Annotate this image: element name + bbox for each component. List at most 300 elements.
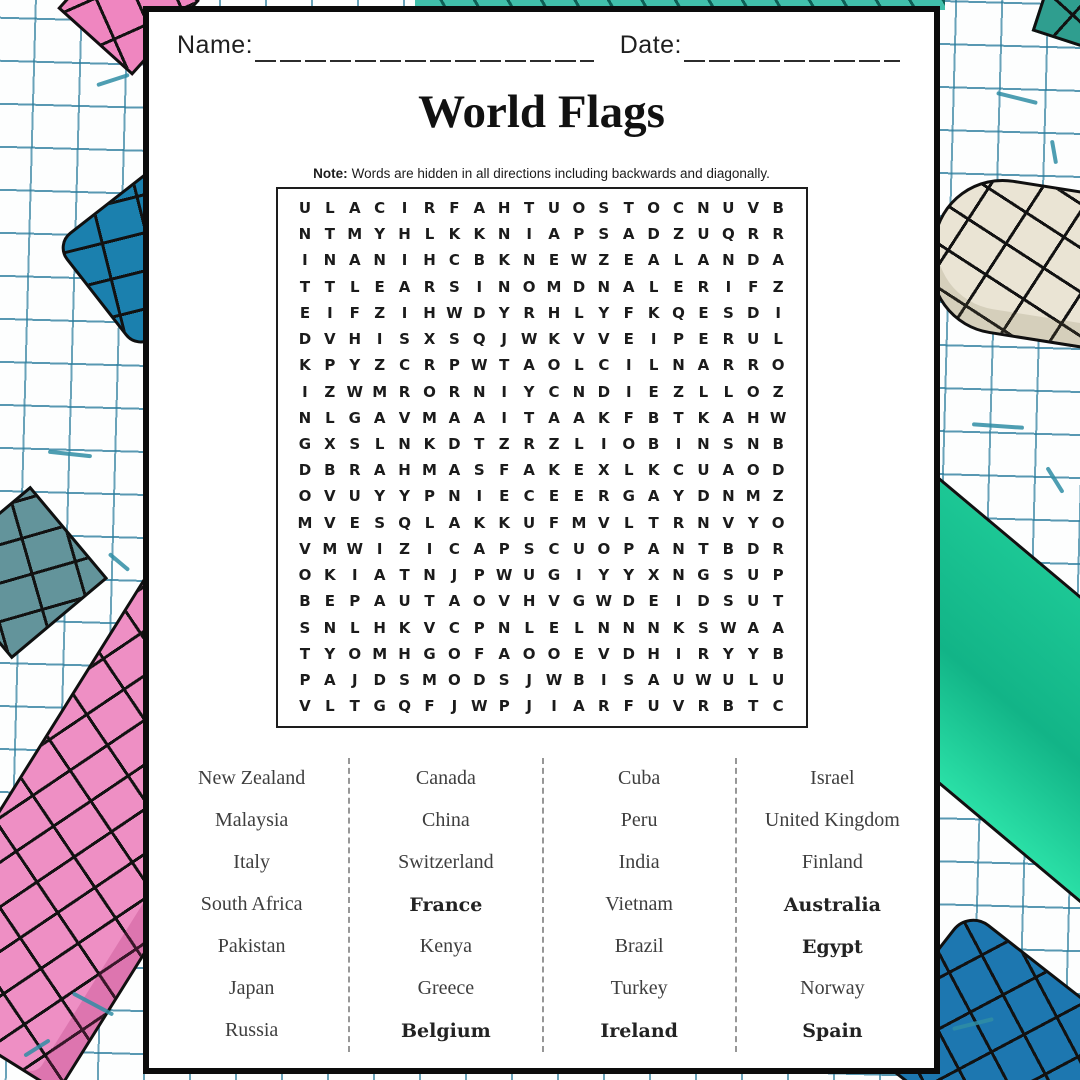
grid-row xyxy=(293,356,791,374)
grid-letter: W xyxy=(720,618,737,637)
grid-letter: P xyxy=(573,225,585,244)
grid-letter: Z xyxy=(772,382,784,401)
grid-letter: L xyxy=(648,356,659,375)
grid-letter: K xyxy=(498,251,511,270)
grid-letter: Y xyxy=(523,382,535,401)
grid-letter: B xyxy=(772,644,784,663)
grid-letter: I xyxy=(650,330,657,349)
grid-letter: J xyxy=(526,671,532,690)
grid-letter: E xyxy=(573,644,585,663)
word-column xyxy=(735,758,928,1052)
header-row xyxy=(177,30,900,62)
grid-letter: A xyxy=(647,671,660,690)
grid-letter: A xyxy=(697,251,710,270)
grid-letter: K xyxy=(448,225,461,244)
grid-letter: L xyxy=(574,303,584,322)
grid-letter: P xyxy=(772,566,784,585)
grid-row xyxy=(293,540,791,558)
grid-letter: N xyxy=(522,251,536,270)
grid-letter: H xyxy=(398,644,411,663)
grid-letter: R xyxy=(722,356,735,375)
grid-letter: A xyxy=(722,461,735,480)
grid-letter: I xyxy=(675,592,682,611)
grid-letter: T xyxy=(698,539,709,558)
grid-letter: B xyxy=(647,408,660,427)
word-list-item: Peru xyxy=(620,809,658,832)
grid-letter: U xyxy=(747,330,760,349)
grid-letter: T xyxy=(349,697,360,716)
grid-letter: Y xyxy=(623,566,635,585)
grid-letter: O xyxy=(746,382,760,401)
grid-letter: J xyxy=(451,697,458,716)
grid-letter: R xyxy=(772,539,784,558)
grid-letter: I xyxy=(351,566,358,585)
grid-letter: M xyxy=(422,408,437,427)
grid-letter: P xyxy=(473,566,485,585)
note-line xyxy=(149,166,934,181)
grid-letter: S xyxy=(722,592,734,611)
grid-letter: F xyxy=(474,644,485,663)
grid-letter: P xyxy=(423,487,435,506)
grid-letter: D xyxy=(622,592,635,611)
grid-letter: U xyxy=(697,225,710,244)
grid-letter: Z xyxy=(772,487,784,506)
grid-letter: V xyxy=(598,330,610,349)
grid-letter: A xyxy=(697,356,710,375)
grid-letter: F xyxy=(424,697,435,716)
grid-letter: N xyxy=(622,618,636,637)
grid-letter: S xyxy=(374,513,386,532)
grid-letter: A xyxy=(498,644,510,663)
grid-letter: E xyxy=(573,461,585,480)
grid-letter: B xyxy=(573,671,585,690)
grid-letter: R xyxy=(523,434,535,453)
grid-letter: J xyxy=(451,566,458,585)
grid-letter: F xyxy=(623,408,634,427)
grid-letter: I xyxy=(675,644,682,663)
grid-letter: R xyxy=(523,303,535,322)
grid-letter: R xyxy=(398,382,411,401)
grid-letter: A xyxy=(324,671,336,690)
word-list-item: Kenya xyxy=(419,935,472,958)
grid-letter: G xyxy=(298,434,312,453)
grid-letter: D xyxy=(747,251,760,270)
grid-letter: A xyxy=(373,566,386,585)
grid-letter: I xyxy=(775,303,781,322)
grid-letter: B xyxy=(772,434,784,453)
grid-letter: Y xyxy=(722,644,734,663)
grid-letter: K xyxy=(398,618,411,637)
grid-letter: N xyxy=(323,251,337,270)
grid-letter: M xyxy=(372,644,388,663)
grid-letter: V xyxy=(324,513,336,532)
grid-letter: V xyxy=(722,513,735,532)
grid-letter: Y xyxy=(374,225,386,244)
grid-letter: A xyxy=(348,198,361,217)
grid-letter: I xyxy=(526,225,532,244)
grid-letter: R xyxy=(448,382,461,401)
grid-letter: Y xyxy=(399,487,411,506)
grid-letter: C xyxy=(772,697,784,716)
grid-letter: X xyxy=(324,434,336,453)
grid-letter: R xyxy=(747,225,760,244)
grid-letter: G xyxy=(622,487,635,506)
grid-letter: F xyxy=(748,277,759,296)
grid-letter: A xyxy=(772,251,784,270)
grid-letter: B xyxy=(772,198,784,217)
grid-letter: S xyxy=(523,539,535,558)
grid-letter: I xyxy=(327,303,333,322)
grid-letter: H xyxy=(497,198,511,217)
grid-letter: A xyxy=(448,408,461,427)
grid-letter: R xyxy=(722,330,735,349)
grid-letter: M xyxy=(422,671,437,690)
word-column xyxy=(542,758,735,1052)
grid-letter: N xyxy=(298,225,312,244)
grid-letter: G xyxy=(373,697,386,716)
grid-letter: L xyxy=(424,513,435,532)
grid-letter: M xyxy=(322,539,338,558)
grid-letter: S xyxy=(722,566,734,585)
grid-letter: N xyxy=(597,277,611,296)
grid-letter: T xyxy=(299,644,311,663)
grid-letter: I xyxy=(401,303,408,322)
grid-letter: R xyxy=(747,356,760,375)
word-list-item: Pakistan xyxy=(217,935,286,958)
word-list-item: Turkey xyxy=(610,977,668,1000)
grid-letter: A xyxy=(448,513,461,532)
grid-row xyxy=(293,461,791,479)
grid-letter: F xyxy=(548,513,560,532)
grid-letter: O xyxy=(771,513,785,532)
grid-letter: K xyxy=(473,225,486,244)
grid-letter: N xyxy=(473,382,486,401)
grid-letter: U xyxy=(747,566,760,585)
grid-letter: Y xyxy=(747,513,759,532)
grid-letter: E xyxy=(698,303,709,322)
grid-letter: T xyxy=(474,434,485,453)
grid-letter: P xyxy=(349,592,361,611)
grid-letter: T xyxy=(773,592,784,611)
grid-letter: T xyxy=(299,277,311,296)
date-write-line xyxy=(684,30,900,62)
grid-letter: T xyxy=(523,198,535,217)
grid-letter: D xyxy=(747,303,760,322)
grid-letter: O xyxy=(522,277,536,296)
grid-letter: C xyxy=(374,198,386,217)
grid-letter: O xyxy=(622,434,636,453)
grid-letter: L xyxy=(349,618,360,637)
grid-letter: M xyxy=(347,225,363,244)
grid-letter: D xyxy=(747,539,760,558)
grid-row xyxy=(293,566,791,584)
grid-letter: L xyxy=(349,277,360,296)
word-column xyxy=(348,758,541,1052)
grid-letter: J xyxy=(526,697,532,716)
grid-letter: T xyxy=(324,225,335,244)
grid-letter: W xyxy=(495,566,513,585)
grid-letter: F xyxy=(349,303,360,322)
word-column xyxy=(155,758,348,1052)
word-list-item: Cuba xyxy=(618,767,661,790)
grid-letter: I xyxy=(576,566,582,585)
grid-letter: O xyxy=(423,382,436,401)
grid-letter: A xyxy=(573,697,585,716)
grid-letter: H xyxy=(547,303,561,322)
letter-grid xyxy=(276,187,808,728)
grid-letter: P xyxy=(299,671,311,690)
grid-letter: S xyxy=(399,671,410,690)
word-list-item: Russia xyxy=(224,1019,279,1042)
grid-letter: C xyxy=(673,198,685,217)
grid-letter: E xyxy=(349,513,360,532)
grid-letter: J xyxy=(351,671,358,690)
grid-letter: C xyxy=(548,382,560,401)
grid-letter: T xyxy=(523,408,535,427)
grid-letter: S xyxy=(598,225,610,244)
grid-letter: B xyxy=(473,251,486,270)
grid-letter: T xyxy=(399,566,410,585)
grid-letter: N xyxy=(572,382,586,401)
grid-letter: R xyxy=(598,697,610,716)
grid-letter: S xyxy=(448,277,460,296)
grid-letter: S xyxy=(473,461,485,480)
grid-letter: A xyxy=(473,408,486,427)
grid-letter: Z xyxy=(498,434,510,453)
grid-letter: V xyxy=(672,697,685,716)
grid-letter: S xyxy=(623,671,635,690)
grid-letter: R xyxy=(697,697,710,716)
grid-letter: V xyxy=(299,697,311,716)
grid-letter: L xyxy=(374,434,385,453)
page-title: World Flags xyxy=(418,86,665,138)
grid-letter: R xyxy=(772,225,784,244)
grid-letter: N xyxy=(647,618,660,637)
grid-letter: D xyxy=(622,644,635,663)
grid-letter: O xyxy=(448,671,461,690)
name-write-line xyxy=(255,30,594,62)
grid-letter: X xyxy=(598,461,610,480)
grid-letter: B xyxy=(722,697,735,716)
grid-letter: N xyxy=(398,434,411,453)
grid-row xyxy=(293,592,791,610)
grid-letter: U xyxy=(348,487,361,506)
grid-letter: S xyxy=(598,198,610,217)
grid-letter: A xyxy=(398,277,411,296)
grid-letter: R xyxy=(423,277,436,296)
grid-letter: W xyxy=(346,382,364,401)
grid-letter: H xyxy=(398,225,411,244)
grid-letter: Q xyxy=(721,225,735,244)
grid-letter: B xyxy=(299,592,311,611)
grid-letter: I xyxy=(302,251,308,270)
grid-letter: Z xyxy=(673,225,684,244)
word-list-item: China xyxy=(421,809,470,832)
grid-letter: U xyxy=(298,198,312,217)
name-label: Name: xyxy=(177,31,254,59)
grid-letter: J xyxy=(501,330,507,349)
grid-letter: L xyxy=(698,382,709,401)
grid-letter: T xyxy=(748,697,759,716)
word-list xyxy=(155,758,928,1052)
grid-letter: P xyxy=(673,330,685,349)
grid-letter: N xyxy=(373,251,386,270)
grid-letter: W xyxy=(695,671,712,690)
word-list-item: Ireland xyxy=(600,1019,678,1042)
grid-letter: V xyxy=(324,487,336,506)
grid-letter: D xyxy=(597,382,611,401)
grid-letter: E xyxy=(698,330,709,349)
worksheet-sheet xyxy=(143,6,940,1074)
grid-letter: Y xyxy=(349,356,361,375)
grid-row xyxy=(293,619,791,637)
grid-letter: A xyxy=(747,618,760,637)
grid-row xyxy=(293,487,791,505)
grid-letter: D xyxy=(771,461,785,480)
grid-letter: O xyxy=(547,644,561,663)
grid-letter: E xyxy=(548,251,560,270)
grid-letter: Z xyxy=(598,251,610,270)
word-list-item: Brazil xyxy=(614,935,664,958)
grid-letter: L xyxy=(623,513,634,532)
grid-letter: K xyxy=(473,513,486,532)
grid-letter: W xyxy=(346,539,364,558)
grid-row xyxy=(293,435,791,453)
grid-letter: V xyxy=(498,592,510,611)
grid-letter: I xyxy=(601,434,607,453)
grid-row xyxy=(293,251,791,269)
grid-letter: K xyxy=(697,408,710,427)
grid-letter: O xyxy=(572,198,586,217)
grid-letter: K xyxy=(647,303,660,322)
grid-letter: R xyxy=(423,356,436,375)
grid-letter: L xyxy=(574,618,584,637)
grid-letter: A xyxy=(647,251,660,270)
word-list-item: France xyxy=(409,893,483,916)
grid-letter: V xyxy=(598,644,610,663)
word-list-item: South Africa xyxy=(200,893,303,916)
grid-letter: C xyxy=(399,356,411,375)
grid-letter: S xyxy=(698,618,709,637)
grid-letter: H xyxy=(522,592,536,611)
grid-letter: W xyxy=(570,251,588,270)
grid-letter: U xyxy=(722,671,735,690)
grid-letter: N xyxy=(323,618,337,637)
grid-letter: S xyxy=(498,671,510,690)
grid-letter: M xyxy=(297,513,313,532)
grid-letter: R xyxy=(672,513,685,532)
grid-letter: G xyxy=(697,566,710,585)
word-list-item: Egypt xyxy=(801,935,863,958)
grid-letter: T xyxy=(623,198,634,217)
grid-letter: M xyxy=(571,513,587,532)
grid-letter: W xyxy=(446,303,463,322)
grid-letter: P xyxy=(324,356,336,375)
grid-letter: Y xyxy=(324,644,336,663)
grid-letter: O xyxy=(298,566,312,585)
grid-letter: Y xyxy=(598,566,610,585)
grid-letter: R xyxy=(598,487,610,506)
grid-letter: I xyxy=(625,382,632,401)
grid-letter: Q xyxy=(472,330,486,349)
grid-letter: C xyxy=(673,461,685,480)
grid-letter: R xyxy=(423,198,436,217)
grid-letter: H xyxy=(423,303,436,322)
grid-letter: S xyxy=(299,618,311,637)
grid-letter: R xyxy=(348,461,361,480)
grid-letter: F xyxy=(623,697,634,716)
grid-letter: D xyxy=(448,434,461,453)
grid-letter: Z xyxy=(772,277,784,296)
grid-letter: W xyxy=(520,330,538,349)
grid-letter: A xyxy=(772,618,784,637)
grid-letter: A xyxy=(473,539,486,558)
grid-letter: L xyxy=(574,434,584,453)
grid-letter: I xyxy=(476,277,483,296)
grid-row xyxy=(293,304,791,322)
grid-letter: Y xyxy=(747,644,759,663)
grid-letter: O xyxy=(547,356,561,375)
grid-letter: U xyxy=(747,592,760,611)
grid-letter: L xyxy=(748,671,759,690)
word-list-item: Italy xyxy=(233,851,270,874)
grid-letter: D xyxy=(647,225,660,244)
grid-letter: K xyxy=(548,461,560,480)
grid-row xyxy=(293,409,791,427)
grid-letter: N xyxy=(497,277,511,296)
grid-letter: R xyxy=(697,277,710,296)
word-list-item: New Zealand xyxy=(198,767,306,790)
grid-letter: U xyxy=(672,671,685,690)
grid-letter: Z xyxy=(374,356,386,375)
grid-letter: U xyxy=(523,513,536,532)
grid-letter: L xyxy=(524,618,534,637)
grid-row xyxy=(293,383,791,401)
grid-letter: S xyxy=(448,330,460,349)
grid-letter: I xyxy=(302,382,308,401)
grid-letter: A xyxy=(348,251,361,270)
grid-letter: G xyxy=(348,408,361,427)
grid-letter: I xyxy=(401,251,408,270)
grid-letter: H xyxy=(348,330,362,349)
grid-letter: O xyxy=(448,644,461,663)
grid-letter: A xyxy=(573,408,585,427)
grid-letter: T xyxy=(424,592,435,611)
grid-letter: A xyxy=(622,225,635,244)
grid-letter: A xyxy=(647,539,660,558)
grid-letter: C xyxy=(448,618,460,637)
grid-letter: H xyxy=(373,618,386,637)
grid-row xyxy=(293,199,791,217)
grid-letter: A xyxy=(622,277,635,296)
grid-letter: O xyxy=(522,644,536,663)
grid-letter: V xyxy=(573,330,585,349)
grid-letter: N xyxy=(448,487,461,506)
grid-letter: F xyxy=(449,198,460,217)
grid-letter: I xyxy=(501,408,507,427)
grid-letter: S xyxy=(722,303,734,322)
grid-letter: Z xyxy=(374,303,386,322)
grid-letter: E xyxy=(374,277,385,296)
grid-letter: V xyxy=(598,513,610,532)
grid-letter: E xyxy=(299,303,311,322)
grid-letter: E xyxy=(648,382,659,401)
grid-letter: T xyxy=(324,277,335,296)
grid-letter: I xyxy=(401,198,408,217)
grid-row xyxy=(293,225,791,243)
grid-letter: N xyxy=(597,618,611,637)
grid-letter: E xyxy=(623,330,634,349)
